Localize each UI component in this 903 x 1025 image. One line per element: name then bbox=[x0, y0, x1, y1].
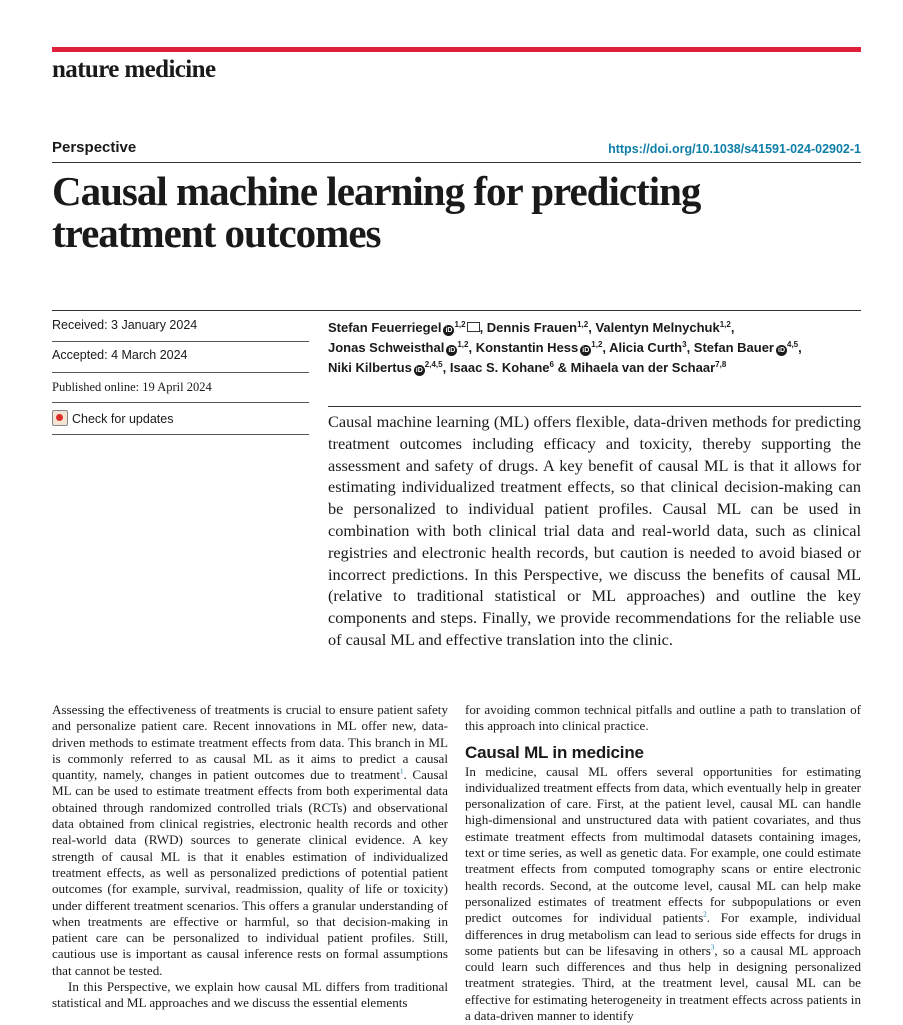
divider bbox=[52, 162, 861, 163]
article-title: Causal machine learning for predicting treatment outcomes bbox=[52, 168, 701, 256]
section-heading: Causal ML in medicine bbox=[465, 742, 644, 762]
author-name[interactable]: Valentyn Melnychuk bbox=[595, 320, 720, 335]
author-list: Stefan Feuerriegel iD$^{1,2}$ , Dennis Frauen$^{1,2}$, Valentyn Melnychuk$^{1,2}$, Jonas Schweisthal iD$^{1,2}$, Konstantin Hess iD$^{1,2}$, Alicia Curth$^3$, Stefan Bauer iD$^{4,5}$, Niki Kilbertus iD$^{2,4,5}$, Isaac S. Kohane$^6$ & Mihaela van der Schaar$^{7,8}$ bbox=[328, 320, 802, 375]
author-affiliation: 3 bbox=[682, 340, 687, 349]
reference-link[interactable]: 3 bbox=[710, 943, 715, 952]
author-name[interactable]: Mihaela van der Schaar bbox=[570, 360, 716, 375]
body-paragraph: Assessing the effectiveness of treatments is crucial to ensure patient safety and personalize patient care. Recent innovations in ML offer new, data-driven methods to estimate treatment effects from data. This branch in ML is commonly referred to as causal ML as it aims to predict a causal quantity, namely, changes in patient outcomes due to treatment$^1$. Causal ML can be used to estimate treatment effects from both experimental data obtained through randomized controlled trials (RCTs) and observational data obtained from clinical registries, electronic health records and other real-world data (RWD) sources to generate clinical evidence. A key strength of causal ML is that it enables estimation of individualized treatment effects, as well as personalized predictions of potential patient outcomes (for example, survival, readmission, quality of life or toxicity) under different treatment scenarios. This offers a granular understanding of when treatments are effective or harmful, so that decision-making in patient care can be personalized to individual patient profiles. Still, cautious use is important as causal inference rests on formal assumptions that cannot be tested. bbox=[52, 702, 448, 978]
author-affiliation: 1,2 bbox=[577, 320, 589, 329]
author-name[interactable]: Konstantin Hess bbox=[475, 340, 579, 355]
author-affiliation: 1,2 bbox=[454, 320, 466, 329]
divider bbox=[52, 372, 309, 373]
orcid-icon[interactable]: iD bbox=[778, 347, 785, 354]
abstract: Causal machine learning (ML) offers flexible, data-driven methods for predicting treatment outcomes including efficacy and toxicity, thereby supporting the assessment and safety of drugs. A key benefit of causal ML is that it allows for estimating individualized treatment effects, so that clinical decision-making can be personalized to individual patient profiles. Causal ML can be used in combination with both clinical trial data and real-world data, such as clinical registries and electronic health records, but caution is needed to avoid biased or incorrect predictions. In this Perspective, we discuss the benefits of causal ML (relative to traditional statistical or ML approaches) and outline the key components and steps. Finally, we provide recommendations for the reliable use of causal ML and effective translation into the clinic. bbox=[328, 412, 861, 649]
divider bbox=[52, 434, 309, 435]
author-affiliation: 1,2 bbox=[591, 340, 603, 349]
orcid-icon[interactable]: iD bbox=[445, 327, 453, 334]
author-affiliation: 1,2 bbox=[457, 340, 469, 349]
author-name[interactable]: Stefan Feuerriegel bbox=[328, 320, 442, 335]
divider bbox=[52, 402, 309, 403]
author-name[interactable]: Jonas Schweisthal bbox=[328, 340, 445, 355]
body-paragraph: In medicine, causal ML offers several opportunities for estimating individualized treatment effects from data, which eventually help in greater personalization of care. First, at the patient level, causal ML can handle high-dimensional and unstructured data with patient covariates, and thus estimate treatment effects from multimodal datasets containing images, text or time series, as well as genetic data. For example, one could estimate treatment effects from computed tomography scans or entire electronic health records. Second, at the outcome level, causal ML can help make personalized estimates of treatment effects for subpopulations or even predict outcomes for individual patients$^2$. For example, individual differences in drug metabolism can lead to serious side effects for drugs in some patients but can be lifesaving in others$^3$, so a causal ML approach could learn such differences and thus help in designing personalized treatment strategies. Third, at the treatment level, causal ML can be effective for estimating heterogeneity in treatment effects across patients in a data-driven manner to identify bbox=[465, 763, 861, 1024]
accepted-date: Accepted: 4 March 2024 bbox=[52, 348, 188, 362]
orcid-icon[interactable]: iD bbox=[448, 347, 456, 354]
author-name[interactable]: Niki Kilbertus bbox=[328, 360, 412, 375]
orcid-icon[interactable]: iD bbox=[415, 367, 423, 374]
reference-link[interactable]: 1 bbox=[399, 767, 404, 776]
body-column-right bbox=[465, 702, 861, 1024]
author-name[interactable]: Dennis Frauen bbox=[486, 320, 578, 335]
article-type: Perspective bbox=[52, 139, 137, 156]
divider bbox=[328, 406, 861, 407]
mail-icon[interactable] bbox=[467, 322, 480, 332]
journal-accent-bar bbox=[52, 47, 861, 52]
orcid-icon[interactable]: iD bbox=[582, 347, 590, 354]
check-for-updates-button[interactable] bbox=[52, 410, 309, 426]
published-date: Published online: 19 April 2024 bbox=[52, 380, 212, 394]
divider bbox=[52, 341, 309, 342]
doi-link[interactable]: https://doi.org/10.1038/s41591-024-02902-1 bbox=[608, 142, 861, 156]
author-affiliation: 1,2 bbox=[719, 320, 731, 329]
author-affiliation: 4,5 bbox=[787, 340, 799, 349]
check-for-updates-label: Check for updates bbox=[72, 412, 174, 426]
received-date: Received: 3 January 2024 bbox=[52, 318, 198, 332]
journal-logo[interactable]: nature medicine bbox=[52, 56, 216, 83]
author-affiliation: 7,8 bbox=[715, 360, 727, 369]
author-name[interactable]: Isaac S. Kohane bbox=[449, 360, 550, 375]
reference-link[interactable]: 2 bbox=[703, 910, 707, 919]
body-paragraph: In this Perspective, we explain how causal ML differs from traditional statistical and ML approaches and we discuss the essential elements bbox=[52, 979, 448, 1011]
author-affiliation: 2,4,5 bbox=[424, 360, 443, 369]
author-name[interactable]: Stefan Bauer bbox=[693, 340, 774, 355]
check-for-updates-icon bbox=[52, 410, 68, 426]
body-paragraph: for avoiding common technical pitfalls and outline a path to translation of this approach into clinical practice. bbox=[465, 702, 861, 734]
author-affiliation: 6 bbox=[549, 360, 554, 369]
divider bbox=[52, 310, 861, 311]
author-name[interactable]: Alicia Curth bbox=[609, 340, 683, 355]
body-column-left bbox=[52, 702, 448, 1012]
